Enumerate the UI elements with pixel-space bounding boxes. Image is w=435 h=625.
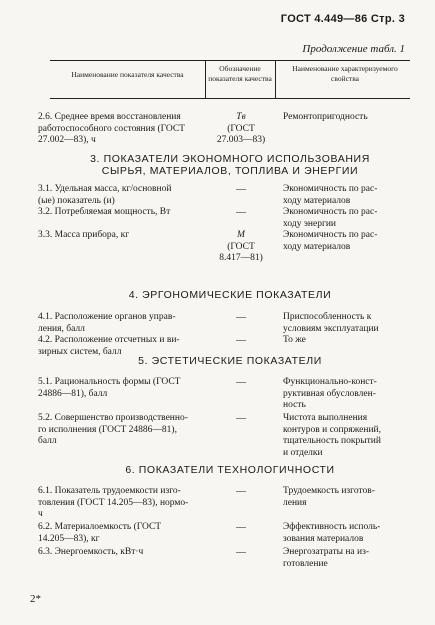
row-4-1-designation: —: [236, 312, 246, 323]
row-5-2-name: 5.2. Совершенство производственно- го исполнения (ГОСТ 24886—81), балл: [38, 413, 188, 446]
column-header-name: Наименование показателя качества: [71, 70, 184, 79]
table-row-2-6-designation: Tв (ГОСТ 27.003—83): [216, 112, 266, 145]
row-4-2-designation: —: [236, 335, 246, 346]
row-3-3-name: 3.3. Масса прибора, кг: [38, 230, 130, 240]
row-5-2-property: Чистота выполнения контуров и сопряжений, тщательность покрытий и отделки: [283, 413, 382, 458]
row-4-1-property: Приспособленность к условиям эксплуатации: [283, 312, 379, 334]
row-3-2-property: Экономичность по рас- ходу энергии: [283, 207, 378, 229]
column-header-property: Наименование характеризуемого свойства: [292, 64, 398, 83]
row-5-1-property: Функционально-конст- руктивная обусловлен- ность: [283, 377, 377, 410]
row-6-2-name: 6.2. Материалоемкость (ГОСТ 14.205—83), кг: [38, 522, 162, 544]
row-3-1-property: Экономичность по рас- ходу материалов: [283, 184, 378, 206]
row-6-1-property: Трудоемкость изготов- ления: [283, 486, 375, 508]
row-3-2-name: 3.2. Потребляемая мощность, Вт: [38, 207, 171, 217]
table-row-2-6-name: 2.6. Среднее время восстановления работоспособного состояния (ГОСТ 27.002—83), ч: [38, 112, 185, 145]
section-3-title: 3. ПОКАЗАТЕЛИ ЭКОНОМНОГО ИСПОЛЬЗОВАНИЯ СЫРЬЯ, МАТЕРИАЛОВ, ТОПЛИВА И ЭНЕРГИИ: [90, 153, 370, 177]
column-divider: [205, 60, 206, 98]
table-header-rule: [50, 98, 410, 99]
section-4-title: 4. ЭРГОНОМИЧЕСКИЕ ПОКАЗАТЕЛИ: [128, 289, 332, 301]
row-4-1-name: 4.1. Расположение органов управ- ления, балл: [38, 312, 176, 334]
row-6-3-designation: —: [236, 547, 246, 558]
row-6-3-property: Энергозатраты на из- готовление: [283, 547, 370, 569]
row-4-2-name: 4.2. Расположение отсчетных и ви- зирных систем, балл: [38, 335, 180, 357]
row-6-3-name: 6.3. Энергоемкость, кВт·ч: [38, 547, 144, 557]
row-3-2-designation: —: [236, 207, 246, 218]
row-3-1-name: 3.1. Удельная масса, кг/основной (ые) показатель (и): [38, 184, 172, 206]
section-5-title: 5. ЭСТЕТИЧЕСКИЕ ПОКАЗАТЕЛИ: [138, 355, 322, 367]
page-header: ГОСТ 4.449—86 Стр. 3: [280, 13, 405, 25]
row-3-3-property: Экономичность по рас- ходу материалов: [283, 230, 378, 252]
table-top-rule: [50, 60, 410, 61]
row-3-1-designation: —: [236, 184, 246, 195]
continuation-label: Продолжение табл. 1: [302, 43, 405, 55]
section-6-title: 6. ПОКАЗАТЕЛИ ТЕХНОЛОГИЧНОСТИ: [125, 464, 335, 476]
page-footnote-mark: 2*: [30, 593, 41, 605]
row-5-2-designation: —: [236, 413, 246, 424]
table-row-2-6-property: Ремонтопригодность: [283, 112, 368, 122]
row-6-1-name: 6.1. Показатель трудоемкости изго- товления (ГОСТ 14.205—83), нормо- ч: [38, 486, 189, 519]
row-6-2-designation: —: [236, 522, 246, 533]
row-5-1-designation: —: [236, 377, 246, 388]
row-5-1-name: 5.1. Рациональность формы (ГОСТ 24886—81), балл: [38, 377, 181, 399]
row-4-2-property: То же: [283, 335, 306, 345]
row-3-3-designation: М (ГОСТ 8.417—81): [219, 230, 263, 263]
row-6-2-property: Эффективность исполь- зования материалов: [283, 522, 381, 544]
column-header-designation: Обозначение показателя качества: [208, 64, 272, 83]
column-divider: [275, 60, 276, 98]
row-6-1-designation: —: [236, 486, 246, 497]
